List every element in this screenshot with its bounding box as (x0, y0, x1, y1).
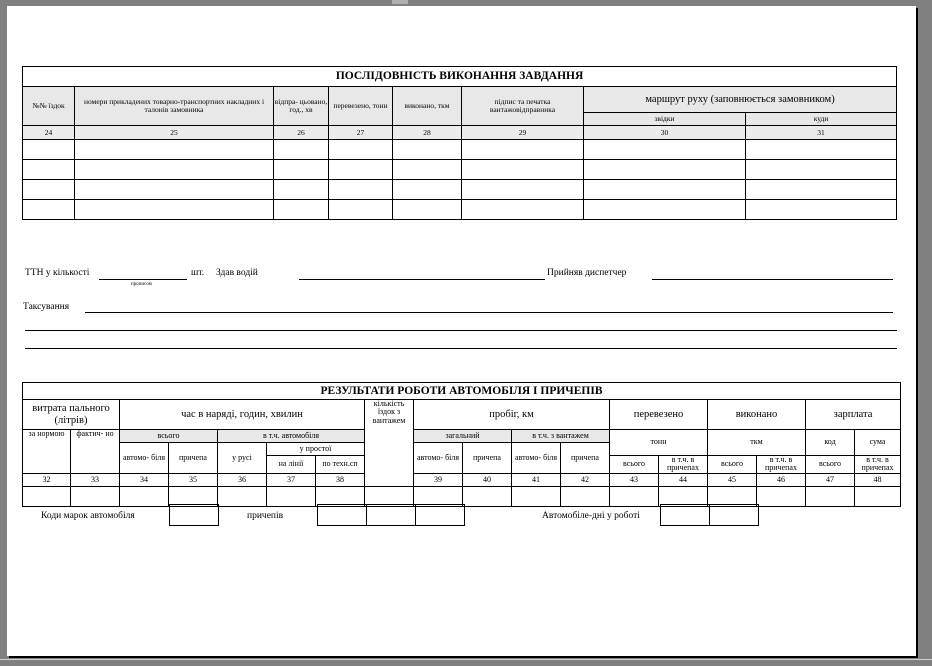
pieces-label: шт. (191, 268, 205, 278)
col-salary-all: всього (806, 456, 855, 474)
num-43: 43 (610, 473, 659, 486)
col-from: звідки (584, 113, 746, 126)
trailer-code-box-2[interactable] (366, 504, 416, 526)
num-37: 37 (267, 473, 316, 486)
table1-title: ПОСЛІДОВНІСТЬ ВИКОНАННЯ ЗАВДАННЯ (23, 67, 897, 87)
num-32: 32 (23, 473, 71, 486)
col-with-load: в т.ч. з вантажем (512, 430, 610, 443)
num-24: 24 (23, 126, 75, 140)
num-34: 34 (120, 473, 169, 486)
col-transported: перевезено, тонн (329, 87, 393, 126)
col-fuel: витрата пального (літрів) (23, 400, 120, 430)
num-41: 41 (512, 473, 561, 486)
dispatcher-signature-field[interactable] (652, 279, 893, 280)
num-28: 28 (393, 126, 462, 140)
ttn-count-label: ТТН у кількості (25, 268, 90, 278)
trailer-code-box-1[interactable] (317, 504, 367, 526)
car-codes-label: Коди марок автомобіля (41, 511, 135, 521)
col-mileage-general: загальний (414, 430, 512, 443)
document-page (7, 6, 916, 656)
taxation-line-1[interactable] (85, 312, 893, 313)
num-42: 42 (561, 473, 610, 486)
table-row (23, 200, 897, 220)
col-done: виконано (708, 400, 806, 430)
num-48: 48 (855, 473, 901, 486)
col-idle: у простої (267, 443, 365, 456)
num-35: 35 (169, 473, 218, 486)
in-words-label: прописом (131, 282, 152, 287)
num-40: 40 (463, 473, 512, 486)
num-33: 33 (71, 473, 120, 486)
car-code-box[interactable] (169, 504, 219, 526)
col-mileage-trailer: причепа (463, 443, 512, 474)
col-route: маршрут руху (заповнюється замовником) (584, 87, 897, 113)
col-salary: зарплата (806, 400, 901, 430)
col-on-line: на лінії (267, 456, 316, 474)
col-time: час в наряді, годин, хвилин (120, 400, 365, 430)
taxation-line-2[interactable] (25, 330, 897, 331)
num-39: 39 (414, 473, 463, 486)
col-norm: за нормою (23, 430, 71, 474)
col-time-car: автомо- біля (120, 443, 169, 474)
num-46: 46 (757, 473, 806, 486)
col-tkm-all: всього (708, 456, 757, 474)
num-31: 31 (746, 126, 897, 140)
col-mileage: пробіг, км (414, 400, 610, 430)
table-row (23, 160, 897, 180)
col-ttn-numbers: номери прикладених товарно-транспортних накладних і талонів замовника (75, 87, 274, 126)
col-code: код (806, 430, 855, 456)
num-29: 29 (462, 126, 584, 140)
col-done: виконано, ткм (393, 87, 462, 126)
col-time-trailer: причепа (169, 443, 218, 474)
col-sum: сума (855, 430, 901, 456)
table-row (23, 180, 897, 200)
accepted-dispatcher-label: Прийняв диспетчер (547, 268, 627, 278)
num-44: 44 (659, 473, 708, 486)
num-45: 45 (708, 473, 757, 486)
trailers-label: причепів (247, 511, 284, 521)
car-days-box-1[interactable] (660, 504, 710, 526)
col-tons-trailers: в т.ч. в причепах (659, 456, 708, 474)
car-days-label: Автомобіле-дні у роботі (542, 511, 640, 521)
ttn-count-field[interactable] (99, 279, 187, 280)
col-for-repair: по техн.сп (316, 456, 365, 474)
col-in-motion: у русі (218, 443, 267, 474)
handed-driver-label: Здав водій (216, 268, 258, 278)
num-30: 30 (584, 126, 746, 140)
col-trips-loaded: кількість їздок з вантажем (365, 400, 414, 487)
car-days-box-2[interactable] (709, 504, 759, 526)
driver-signature-field[interactable] (299, 279, 545, 280)
col-salary-trailers: в т.ч. в причепах (855, 456, 901, 474)
col-time-total: всього (120, 430, 218, 443)
table-row (23, 140, 897, 160)
col-mileage-car: автомо- біля (414, 443, 463, 474)
num-38: 38 (316, 473, 365, 486)
num-26: 26 (274, 126, 329, 140)
col-dispatched: відпра- цьовано, год., хв (274, 87, 329, 126)
task-sequence-table (22, 66, 897, 220)
col-tons-all: всього (610, 456, 659, 474)
col-tons: тонн (610, 430, 708, 456)
num-25: 25 (75, 126, 274, 140)
col-actual: фактич- но (71, 430, 120, 474)
num-36: 36 (218, 473, 267, 486)
col-signature: підпис та печатка вантажовідправника (462, 87, 584, 126)
table2-title: РЕЗУЛЬТАТИ РОБОТИ АВТОМОБІЛЯ І ПРИЧЕПІВ (23, 383, 901, 400)
window-bottom-edge (0, 659, 932, 660)
top-marker (392, 0, 408, 4)
col-incl-car: в т.ч. автомобіля (218, 430, 365, 443)
taxation-label: Таксування (23, 302, 70, 312)
col-tkm-trailers: в т.ч. в причепах (757, 456, 806, 474)
num-47: 47 (806, 473, 855, 486)
col-transported: перевезено (610, 400, 708, 430)
col-load-trailer: причепа (561, 443, 610, 474)
trailer-code-box-3[interactable] (415, 504, 465, 526)
results-table (22, 382, 901, 507)
taxation-line-3[interactable] (25, 348, 897, 349)
col-tkm: ткм (708, 430, 806, 456)
col-to: куди (746, 113, 897, 126)
col-trips: №№ їздок (23, 87, 75, 126)
num-27: 27 (329, 126, 393, 140)
col-load-car: автомо- біля (512, 443, 561, 474)
